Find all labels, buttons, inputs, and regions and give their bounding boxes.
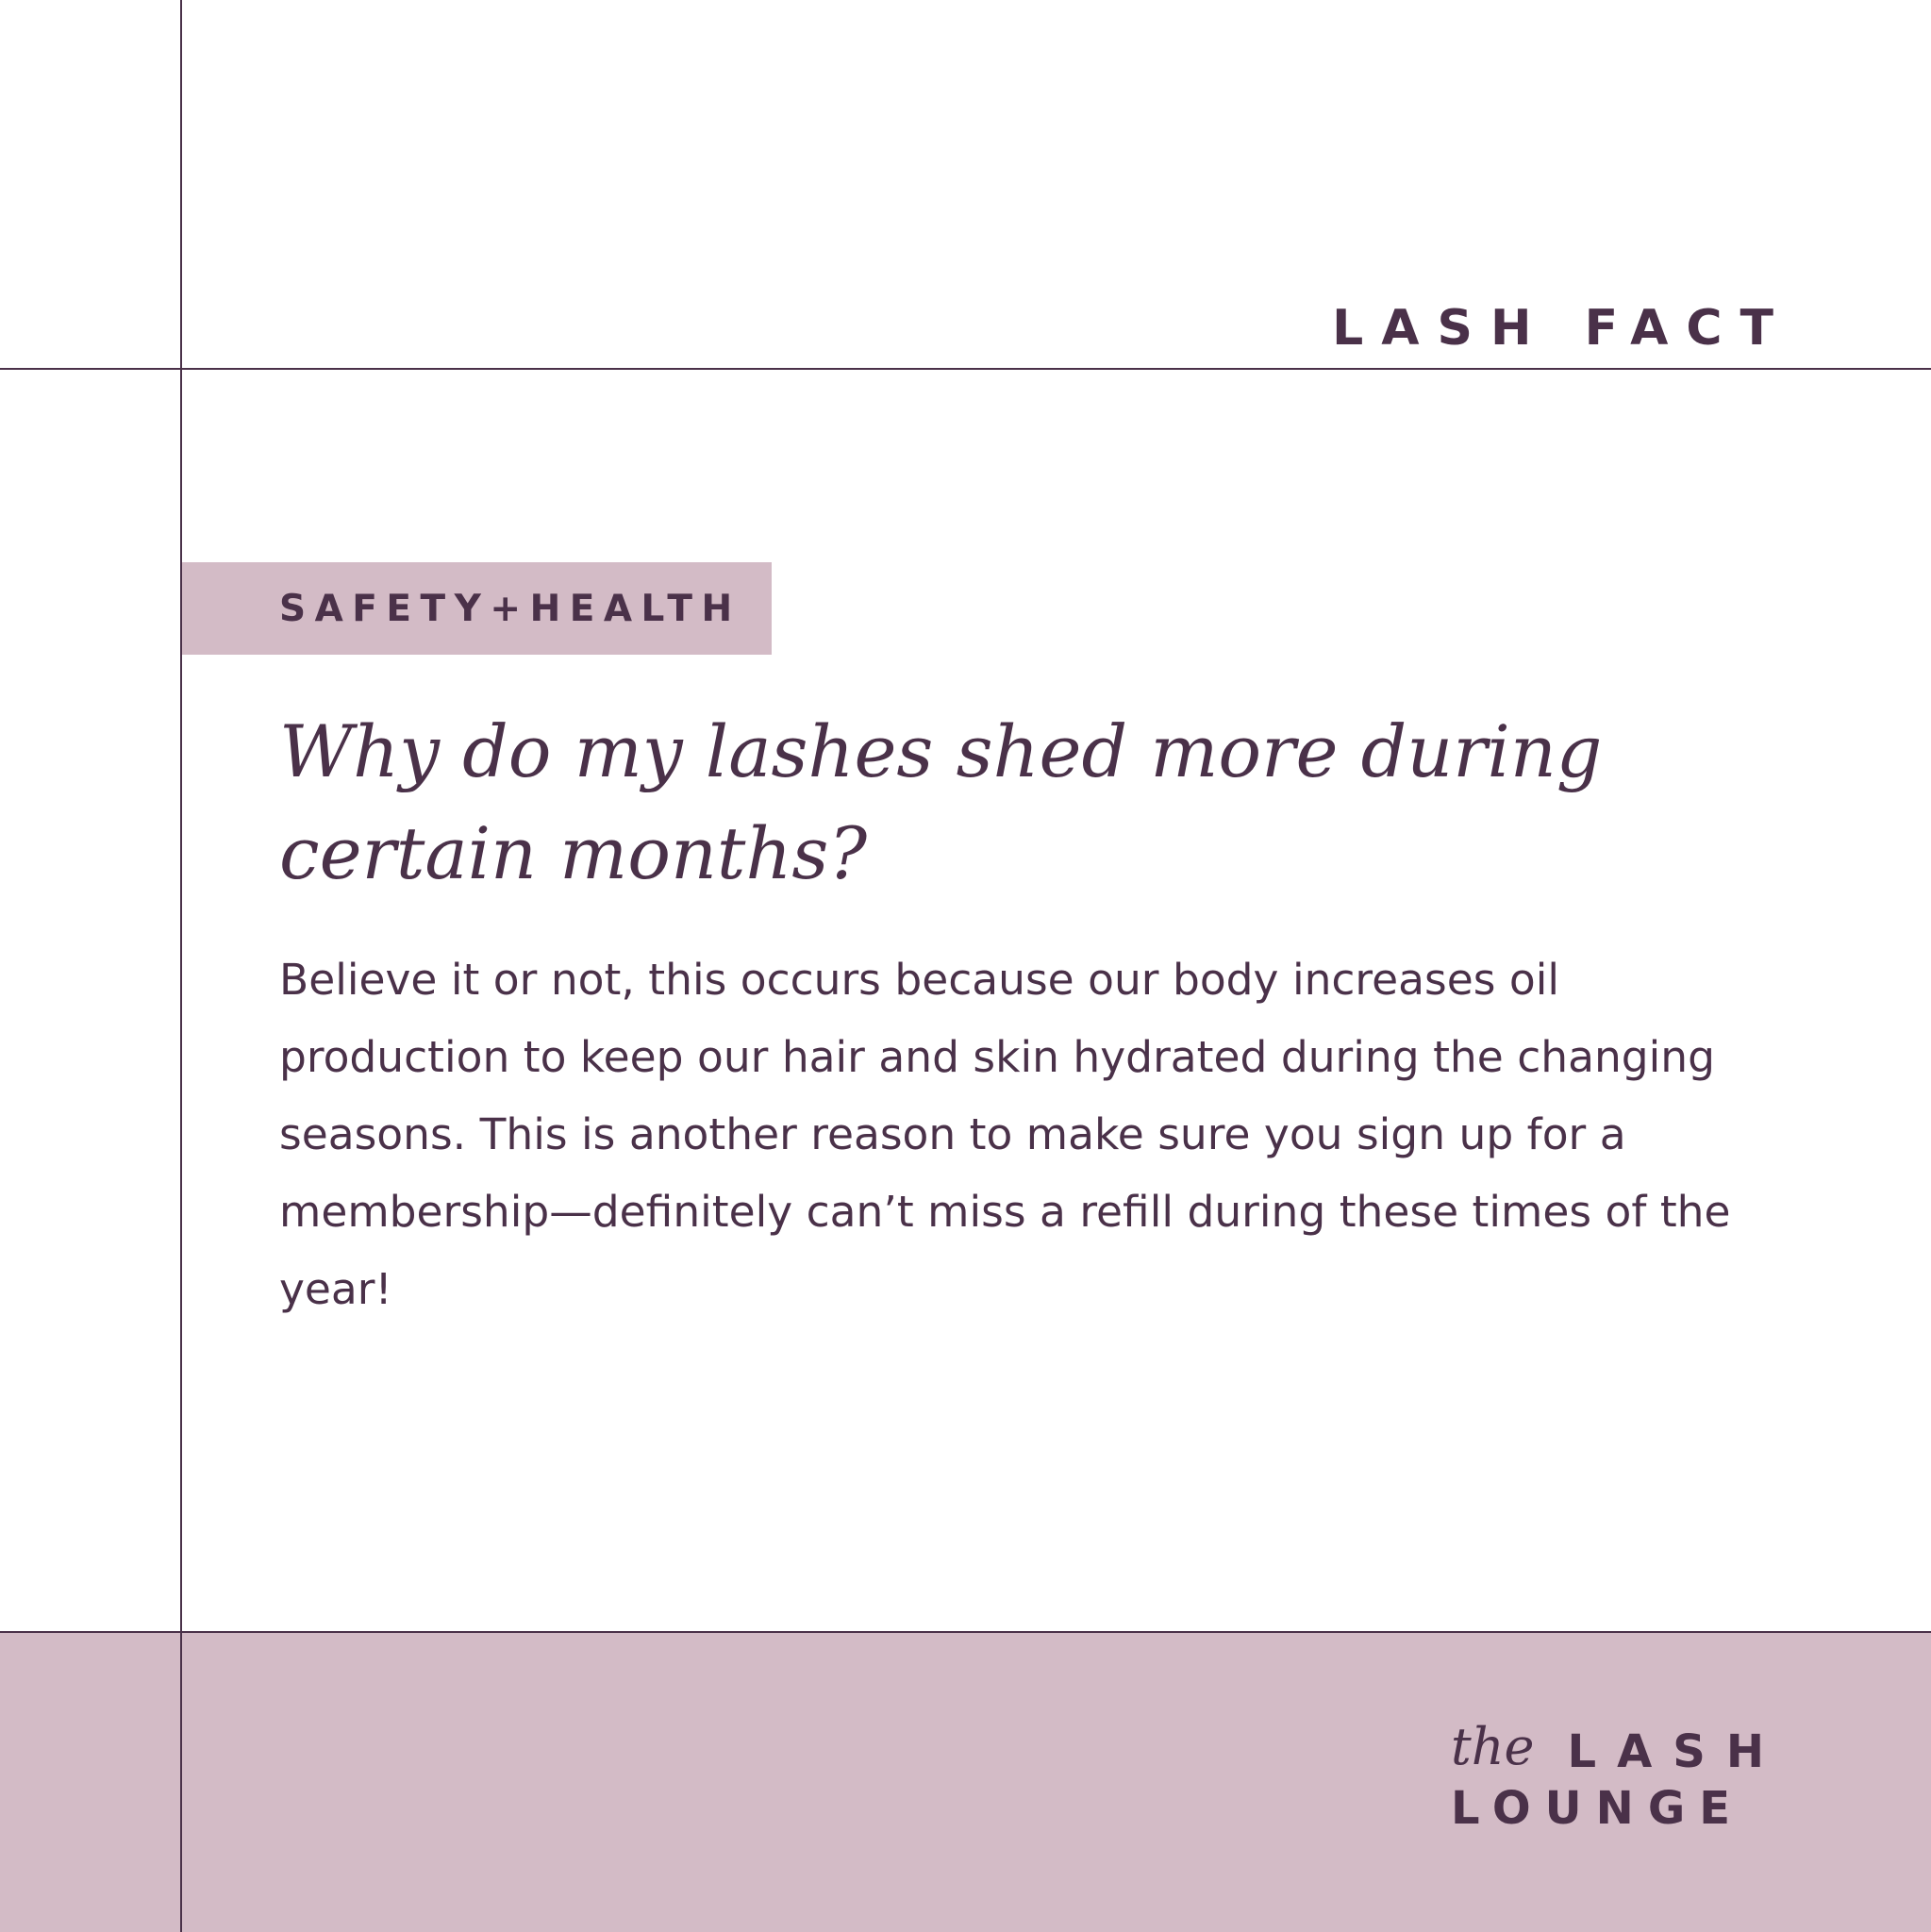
question-heading: Why do my lashes shed more during certain months? bbox=[279, 709, 1603, 895]
logo-lash-word: LASH bbox=[1567, 1725, 1785, 1778]
category-tag-label: SAFETY+HEALTH bbox=[279, 587, 741, 630]
answer-paragraph: Believe it or not, this occurs because our body increases oil production to keep our hair and skin hydrated during the changing seasons. This is another reason to make sure you sign up for a membership—definitely can’t miss a refill during these times of the year! bbox=[279, 955, 1731, 1314]
brand-logo bbox=[1451, 1717, 1785, 1835]
logo-the-script: the bbox=[1451, 1717, 1535, 1776]
header-divider-line bbox=[0, 368, 1931, 370]
logo-lounge-word: LOUNGE bbox=[1451, 1782, 1745, 1835]
vertical-divider-line bbox=[180, 0, 182, 1932]
category-tag bbox=[181, 562, 772, 655]
header-title: LASH FACT bbox=[1332, 300, 1791, 357]
